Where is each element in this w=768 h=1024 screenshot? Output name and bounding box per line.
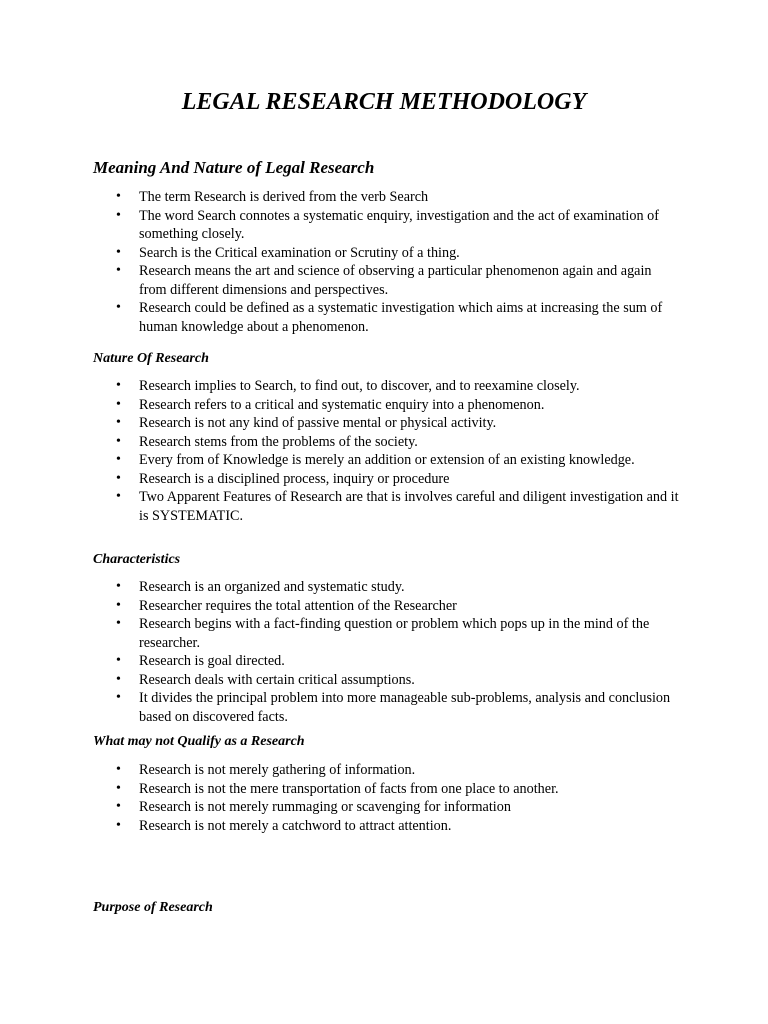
bullet-icon: • xyxy=(116,671,121,687)
list-item: • Search is the Critical examination or Scrutiny of a thing. xyxy=(116,244,460,261)
list-item: • Research is goal directed. xyxy=(116,653,285,669)
bullet-icon: • xyxy=(116,799,121,814)
section-heading-not-research: What may not Qualify as a Research xyxy=(93,734,305,749)
bullet-list-nature xyxy=(0,377,768,525)
list-item: • The term Research is derived from the verb Search xyxy=(116,189,429,205)
list-item: • It divides the principal problem into more manageable sub-problems, analysis and conclusion based on discovered facts. xyxy=(116,690,671,725)
list-item: • Research could be defined as a systematic investigation which aims at increasing the sum of human knowledge about a phenomenon. xyxy=(116,300,663,335)
bullet-icon: • xyxy=(116,653,121,668)
bullet-list-characteristics xyxy=(0,578,768,726)
document-title: LEGAL RESEARCH METHODOLOGY xyxy=(181,89,587,115)
bullet-icon: • xyxy=(116,378,121,393)
bullet-icon: • xyxy=(116,415,121,430)
bullet-icon: • xyxy=(116,207,121,223)
list-item: • Research is not the mere transportation of facts from one place to another. xyxy=(116,780,559,797)
bullet-icon: • xyxy=(116,597,121,613)
bullet-icon: • xyxy=(116,189,121,204)
bullet-icon: • xyxy=(116,489,121,504)
section-heading-meaning: Meaning And Nature of Legal Research xyxy=(93,158,375,177)
section-heading-characteristics: Characteristics xyxy=(93,552,181,567)
bullet-icon: • xyxy=(116,452,121,467)
bullet-icon: • xyxy=(116,396,121,412)
bullet-icon: • xyxy=(116,616,121,631)
bullet-icon: • xyxy=(116,470,121,486)
bullet-list-not-research xyxy=(0,761,768,835)
list-item: • Research is not any kind of passive mental or physical activity. xyxy=(116,415,497,431)
list-item: • Research stems from the problems of the society. xyxy=(116,433,418,450)
list-item: • Research deals with certain critical assumptions. xyxy=(116,671,415,688)
list-item: • Every from of Knowledge is merely an addition or extension of an existing knowledge. xyxy=(116,452,635,468)
list-item: • Research implies to Search, to find out, to discover, and to reexamine closely. xyxy=(116,378,580,394)
bullet-icon: • xyxy=(116,244,121,260)
bullet-icon: • xyxy=(116,762,121,777)
bullet-icon: • xyxy=(116,780,121,796)
bullet-icon: • xyxy=(116,300,121,315)
bullet-icon: • xyxy=(116,817,121,833)
list-item: • Research is a disciplined process, inquiry or procedure xyxy=(116,470,450,487)
list-item: • Research is not merely rummaging or scavenging for information xyxy=(116,799,511,815)
section-heading-purpose: Purpose of Research xyxy=(93,900,213,915)
list-item: • Research is not merely a catchword to attract attention. xyxy=(116,817,452,834)
bullet-icon: • xyxy=(116,263,121,278)
bullet-icon: • xyxy=(116,579,121,594)
list-item: • The word Search connotes a systematic enquiry, investigation and the act of examination of something closely. xyxy=(116,207,659,242)
bullet-list-meaning xyxy=(0,188,768,336)
list-item: • Researcher requires the total attention of the Researcher xyxy=(116,597,457,614)
section-heading-nature: Nature Of Research xyxy=(93,351,209,366)
list-item: • Research begins with a fact-finding question or problem which pops up in the mind of the researcher. xyxy=(116,616,650,651)
bullet-icon: • xyxy=(116,433,121,449)
list-item: • Research refers to a critical and systematic enquiry into a phenomenon. xyxy=(116,396,545,413)
bullet-icon: • xyxy=(116,690,121,705)
list-item: • Research is an organized and systematic study. xyxy=(116,579,405,595)
list-item: • Two Apparent Features of Research are that is involves careful and diligent investigation and it is SYSTEMATIC. xyxy=(116,489,679,524)
list-item: • Research is not merely gathering of information. xyxy=(116,762,416,778)
list-item: • Research means the art and science of observing a particular phenomenon again and again from different dimensions and perspectives. xyxy=(116,263,652,298)
